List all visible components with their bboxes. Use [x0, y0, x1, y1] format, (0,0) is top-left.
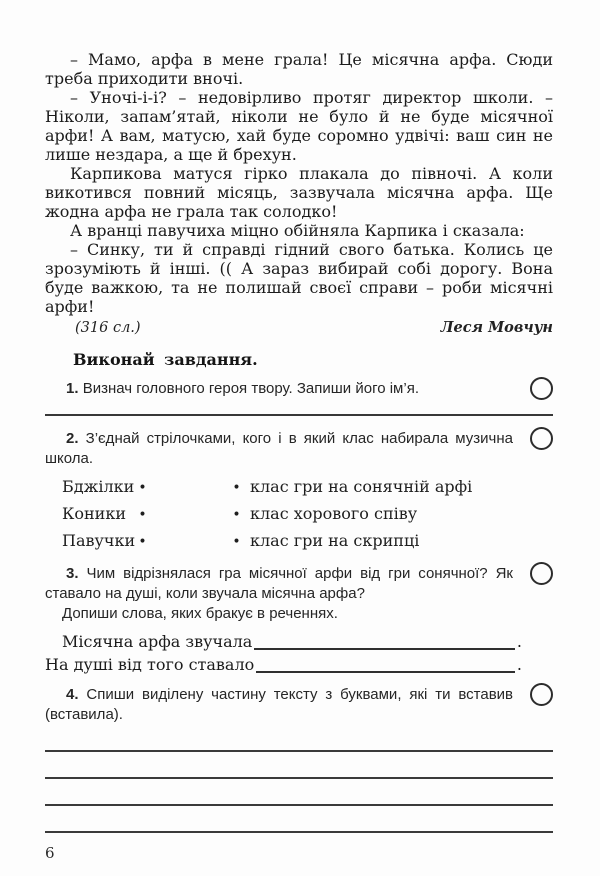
story-paragraph: А вранці павучиха міцно обійняла Карпика і сказала: — [70, 221, 525, 240]
writing-line — [45, 729, 553, 752]
task-4-number: 4. — [66, 686, 79, 703]
task-4-instruction: Спиши виділену частину тексту з буквами, які ти вставив (вставила). — [45, 686, 514, 723]
writing-line — [45, 752, 553, 779]
story-paragraph: – Синку, ти й справді гідний свого батька. Колись це зрозуміють й інші. (( А зараз вибирай собі дорогу. Вона буде важкою, та не полишай своєї справи – роби місячні арфи! — [45, 240, 553, 316]
bullet-icon: • — [138, 507, 147, 523]
fill-in-label: На душі від того ставало — [45, 655, 255, 674]
task-3-subinstruction: Допиши слова, яких бракує в реченнях. — [62, 605, 338, 622]
task-4-text — [45, 685, 553, 725]
matching-right-item: клас хорового співу — [250, 504, 418, 523]
bullet-icon: • — [232, 534, 241, 550]
fill-in-row — [62, 630, 553, 653]
word-count: (316 сл.) — [75, 320, 141, 336]
matching-left-item: Бджілки — [62, 477, 135, 496]
story-section — [45, 50, 553, 316]
bullet-icon: • — [138, 534, 147, 550]
author-name: Леся Мовчун — [440, 319, 553, 336]
matching-right-item: клас гри на скрипці — [250, 531, 420, 550]
answer-line — [256, 671, 515, 673]
writing-line — [45, 806, 553, 833]
matching-left-item: Павучки — [62, 531, 136, 550]
matching-row — [62, 474, 553, 501]
story-paragraph: Карпикова матуся гірко плакала до півночі. А коли викотився повний місяць, зазвучала місячна арфа. Ще жодна арфа не грала так солодко! — [45, 164, 553, 221]
task-2-number: 2. — [66, 430, 79, 447]
task-1-instruction: Визнач головного героя твору. Запиши його ім’я. — [82, 380, 419, 397]
tasks-heading: Виконай завдання. — [73, 350, 258, 369]
task-3-number: 3. — [66, 565, 79, 582]
matching-right-item: клас гри на сонячній арфі — [250, 477, 473, 496]
page-number: 6 — [45, 844, 55, 862]
bullet-icon: • — [232, 480, 241, 496]
bullet-icon: • — [138, 480, 147, 496]
fill-in-section — [45, 630, 553, 676]
task-2-text — [45, 429, 553, 469]
assessment-circle-icon — [530, 683, 553, 706]
bullet-icon: • — [232, 507, 241, 523]
task-4 — [45, 685, 553, 725]
task-3-text — [45, 564, 553, 604]
matching-left-item: Коники — [62, 504, 127, 523]
task-1-number: 1. — [66, 380, 79, 397]
task-3 — [45, 564, 553, 604]
matching-exercise — [62, 474, 553, 555]
task-1-text — [45, 379, 553, 399]
fill-in-suffix: . — [516, 632, 522, 651]
assessment-circle-icon — [530, 427, 553, 450]
task-1 — [45, 379, 553, 399]
task-3-instruction: Чим відрізнялася гра місячної арфи від гри сонячної? Як ставало на душі, коли звучала місячна арфа? — [45, 565, 513, 602]
fill-in-label: Місячна арфа звучала — [62, 632, 253, 651]
task-2 — [45, 429, 553, 469]
matching-row — [62, 501, 553, 528]
story-paragraph: – Уночі-і-і? – недовірливо протяг директор школи. – Ніколи, запам’ятай, ніколи не було й не буде місячної арфи! А вам, матусю, хай буде соромно удвічі: ваш син не лише нездара, а ще й брехун. — [45, 88, 553, 164]
answer-line — [254, 648, 515, 650]
assessment-circle-icon — [530, 377, 553, 400]
byline — [45, 319, 553, 337]
writing-line — [45, 779, 553, 806]
fill-in-suffix: . — [516, 655, 522, 674]
story-paragraph: – Мамо, арфа в мене грала! Це місячна арфа. Сюди треба приходити вночі. — [45, 50, 553, 88]
writing-lines — [45, 729, 553, 833]
matching-row — [62, 528, 553, 555]
assessment-circle-icon — [530, 562, 553, 585]
fill-in-row — [45, 653, 553, 676]
task-2-instruction: З’єднай стрілочками, кого і в який клас набирала музична школа. — [45, 430, 513, 467]
section-divider — [45, 414, 553, 416]
